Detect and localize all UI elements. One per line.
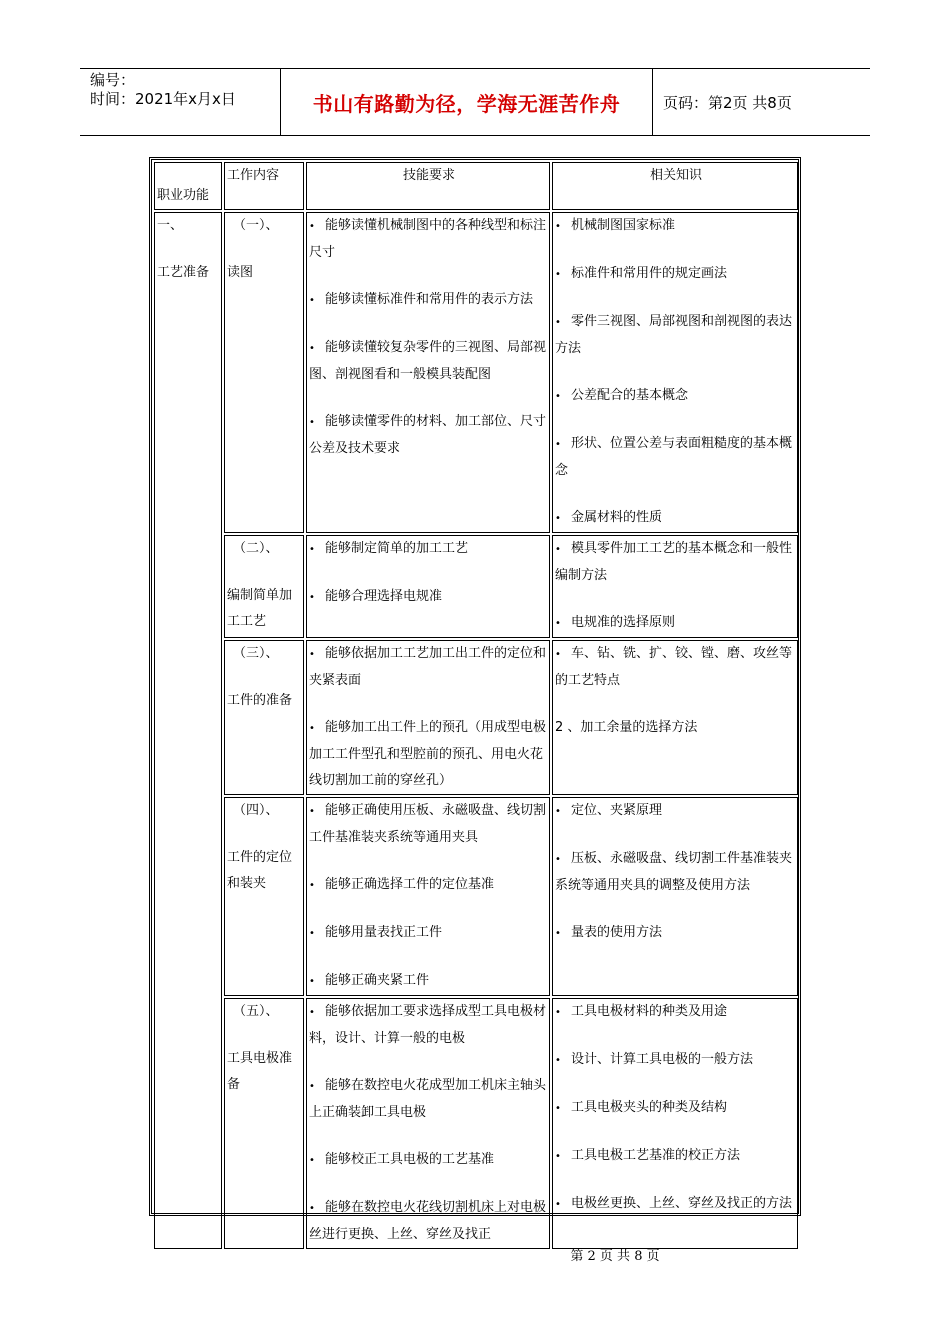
skills-table xyxy=(152,160,800,1251)
knowledge-text: 设计、计算工具电极的一般方法 xyxy=(571,1052,754,1067)
header-skill: 技能要求 xyxy=(306,162,550,210)
skills-cell xyxy=(306,535,550,638)
bullet-icon: • xyxy=(555,391,561,402)
skill-item xyxy=(309,968,549,995)
knowledge-text: 电规准的选择原则 xyxy=(571,615,676,630)
knowledge-text: 压板、永磁吸盘、线切割工件基准装夹系统等通用夹具的调整及使用方法 xyxy=(555,851,793,893)
skill-item xyxy=(309,536,549,563)
knowledge-text: 工具电极夹头的种类及结构 xyxy=(571,1100,728,1115)
skill-text: 能够读懂标准件和常用件的表示方法 xyxy=(325,292,534,307)
bullet-icon: • xyxy=(309,928,315,939)
knowledge-text: 车、钻、铣、扩、铰、镗、磨、攻丝等的工艺特点 xyxy=(555,646,793,688)
bullet-icon: • xyxy=(555,1199,561,1210)
skill-item xyxy=(309,287,549,314)
bullet-icon: • xyxy=(309,880,315,891)
skill-item xyxy=(309,409,549,462)
work-cell xyxy=(224,535,304,638)
work-number: （四）、 xyxy=(233,803,279,818)
bullet-icon: • xyxy=(309,723,315,734)
knowledge-text: 量表的使用方法 xyxy=(571,925,663,940)
motto-text: 书山有路勤为径，学海无涯苦作舟 xyxy=(312,91,621,116)
knowledge-item xyxy=(555,1047,797,1074)
skill-text: 能够读懂较复杂零件的三视图、局部视图、剖视图看和一般模具装配图 xyxy=(309,340,547,382)
doc-time-label: 时间：2021年x月x日 xyxy=(90,90,236,108)
bullet-icon: • xyxy=(309,343,315,354)
skill-text: 能够在数控电火花线切割机床上对电极丝进行更换、上丝、穿丝及找正 xyxy=(309,1200,547,1242)
knowledge-item xyxy=(555,610,797,637)
knowledge-item xyxy=(555,1143,797,1170)
footer-page-number: 第 2 页 共 8 页 xyxy=(570,1249,660,1264)
knowledge-text: 模具零件加工工艺的基本概念和一般性编制方法 xyxy=(555,541,793,583)
knowledge-item xyxy=(555,309,797,362)
work-cell xyxy=(224,212,304,533)
knowledge-text: 工具电极工艺基准的校正方法 xyxy=(571,1148,741,1163)
knowledge-item xyxy=(555,431,797,484)
skill-text: 能够正确使用压板、永磁吸盘、线切割工件基准装夹系统等通用夹具 xyxy=(309,803,547,845)
skill-item xyxy=(309,872,549,899)
knowledge-text: 电极丝更换、上丝、穿丝及找正的方法 xyxy=(571,1196,793,1211)
header-page-label: 页码：第2页 共8页 xyxy=(663,93,792,112)
skill-text: 能够依据加工要求选择成型工具电极材料，设计、计算一般的电极 xyxy=(309,1004,547,1046)
knowledge-item xyxy=(555,261,797,288)
knowledge-item xyxy=(555,505,797,532)
knowledge-text: 标准件和常用件的规定画法 xyxy=(571,266,728,281)
work-number: （五）、 xyxy=(233,1004,279,1019)
bullet-icon: • xyxy=(555,928,561,939)
skill-text: 能够制定简单的加工工艺 xyxy=(325,541,469,556)
header-knowledge: 相关知识 xyxy=(552,162,798,210)
skill-item xyxy=(309,1195,549,1248)
bullet-icon: • xyxy=(555,317,561,328)
skill-text: 能够依据加工工艺加工出工件的定位和夹紧表面 xyxy=(309,646,547,688)
skill-text: 能够用量表找正工件 xyxy=(325,925,443,940)
bullet-icon: • xyxy=(555,221,561,232)
bullet-icon: • xyxy=(555,513,561,524)
knowledge-item xyxy=(555,846,797,899)
table-row xyxy=(154,797,798,996)
doc-number-label: 编号： xyxy=(90,71,136,89)
knowledge-text: 工具电极材料的种类及用途 xyxy=(571,1004,728,1019)
knowledge-item xyxy=(555,999,797,1026)
work-cell xyxy=(224,998,304,1249)
skill-item xyxy=(309,715,549,794)
work-name: 编制简单加工工艺 xyxy=(227,588,293,629)
bullet-icon: • xyxy=(555,854,561,865)
knowledge-item xyxy=(555,213,797,240)
skill-text: 能够在数控电火花成型加工机床主轴头上正确装卸工具电极 xyxy=(309,1078,547,1120)
knowledge-text: 定位、夹紧原理 xyxy=(571,803,663,818)
page-header xyxy=(80,68,870,136)
bullet-icon: • xyxy=(309,806,315,817)
skill-text: 能够读懂零件的材料、加工部位、尺寸公差及技术要求 xyxy=(309,414,547,456)
bullet-icon: • xyxy=(555,269,561,280)
bullet-icon: • xyxy=(309,1081,315,1092)
header-work: 工作内容 xyxy=(224,162,304,210)
header-motto-cell xyxy=(280,69,653,135)
skill-item xyxy=(309,920,549,947)
knowledge-cell xyxy=(552,640,798,795)
skill-text: 能够校正工具电极的工艺基准 xyxy=(325,1152,495,1167)
skill-item xyxy=(309,798,549,851)
work-number: （一）、 xyxy=(233,218,279,233)
function-cell xyxy=(154,212,222,1249)
knowledge-cell xyxy=(552,535,798,638)
knowledge-text: 机械制图国家标准 xyxy=(571,218,676,233)
header-function: 职业功能 xyxy=(154,162,222,210)
work-cell xyxy=(224,797,304,996)
bullet-icon: • xyxy=(309,544,315,555)
knowledge-item xyxy=(555,383,797,410)
knowledge-item xyxy=(555,798,797,825)
skill-item xyxy=(309,641,549,694)
knowledge-text: 零件三视图、局部视图和剖视图的表达方法 xyxy=(555,314,793,356)
bullet-icon: • xyxy=(309,1203,315,1214)
bullet-icon: • xyxy=(555,1151,561,1162)
table-row xyxy=(154,998,798,1249)
knowledge-cell xyxy=(552,797,798,996)
knowledge-item xyxy=(555,920,797,947)
table-row xyxy=(154,212,798,533)
knowledge-text: 金属材料的性质 xyxy=(571,510,663,525)
bullet-icon: • xyxy=(555,649,561,660)
skills-cell xyxy=(306,212,550,533)
skill-item xyxy=(309,335,549,388)
work-name: 工具电极准备 xyxy=(227,1051,293,1092)
bullet-icon: • xyxy=(555,806,561,817)
bullet-icon: • xyxy=(309,976,315,987)
work-name: 读图 xyxy=(227,265,254,280)
bullet-icon: • xyxy=(555,1103,561,1114)
skill-item xyxy=(309,999,549,1052)
work-cell xyxy=(224,640,304,795)
table-row xyxy=(154,640,798,795)
skill-item xyxy=(309,584,549,611)
work-number: （二）、 xyxy=(233,541,279,556)
skill-item xyxy=(309,213,549,266)
knowledge-item xyxy=(555,1095,797,1122)
skills-cell xyxy=(306,797,550,996)
bullet-icon: • xyxy=(309,649,315,660)
table-row xyxy=(154,535,798,638)
skill-text: 能够读懂机械制图中的各种线型和标注尺寸 xyxy=(309,218,547,260)
header-meta xyxy=(80,69,280,135)
knowledge-item-numbered xyxy=(555,715,797,741)
knowledge-text: 公差配合的基本概念 xyxy=(571,388,689,403)
knowledge-item xyxy=(555,641,797,694)
skill-item xyxy=(309,1073,549,1126)
skill-text: 能够合理选择电规准 xyxy=(325,589,443,604)
skills-table-frame xyxy=(149,157,801,1242)
skill-text: 能够正确选择工件的定位基准 xyxy=(325,877,495,892)
work-name: 工件的定位和装夹 xyxy=(227,850,293,891)
skill-text: 能够正确夹紧工件 xyxy=(325,973,430,988)
bullet-icon: • xyxy=(309,295,315,306)
skill-text: 能够加工出工件上的预孔（用成型电极加工工件型孔和型腔前的预孔、用电火花线切割加工前的穿丝孔） xyxy=(309,720,547,788)
knowledge-item xyxy=(555,1191,797,1218)
skills-cell xyxy=(306,640,550,795)
knowledge-number: 2 xyxy=(555,720,564,735)
skills-cell xyxy=(306,998,550,1249)
knowledge-item xyxy=(555,536,797,589)
knowledge-text: 形状、位置公差与表面粗糙度的基本概念 xyxy=(555,436,793,478)
knowledge-cell xyxy=(552,998,798,1249)
knowledge-text: 、加工余量的选择方法 xyxy=(567,720,698,735)
bullet-icon: • xyxy=(309,1007,315,1018)
work-name: 工件的准备 xyxy=(227,693,293,708)
table-header-row xyxy=(154,162,798,210)
bullet-icon: • xyxy=(309,221,315,232)
function-name: 工艺准备 xyxy=(157,265,210,280)
page-footer xyxy=(0,1245,950,1264)
function-number: 一、 xyxy=(157,218,184,233)
bullet-icon: • xyxy=(309,1155,315,1166)
bullet-icon: • xyxy=(555,618,561,629)
header-page-cell xyxy=(653,69,870,135)
bullet-icon: • xyxy=(309,592,315,603)
bullet-icon: • xyxy=(555,1055,561,1066)
bullet-icon: • xyxy=(555,544,561,555)
bullet-icon: • xyxy=(555,1007,561,1018)
work-number: （三）、 xyxy=(233,646,279,661)
bullet-icon: • xyxy=(309,417,315,428)
knowledge-cell xyxy=(552,212,798,533)
skill-item xyxy=(309,1147,549,1174)
bullet-icon: • xyxy=(555,439,561,450)
